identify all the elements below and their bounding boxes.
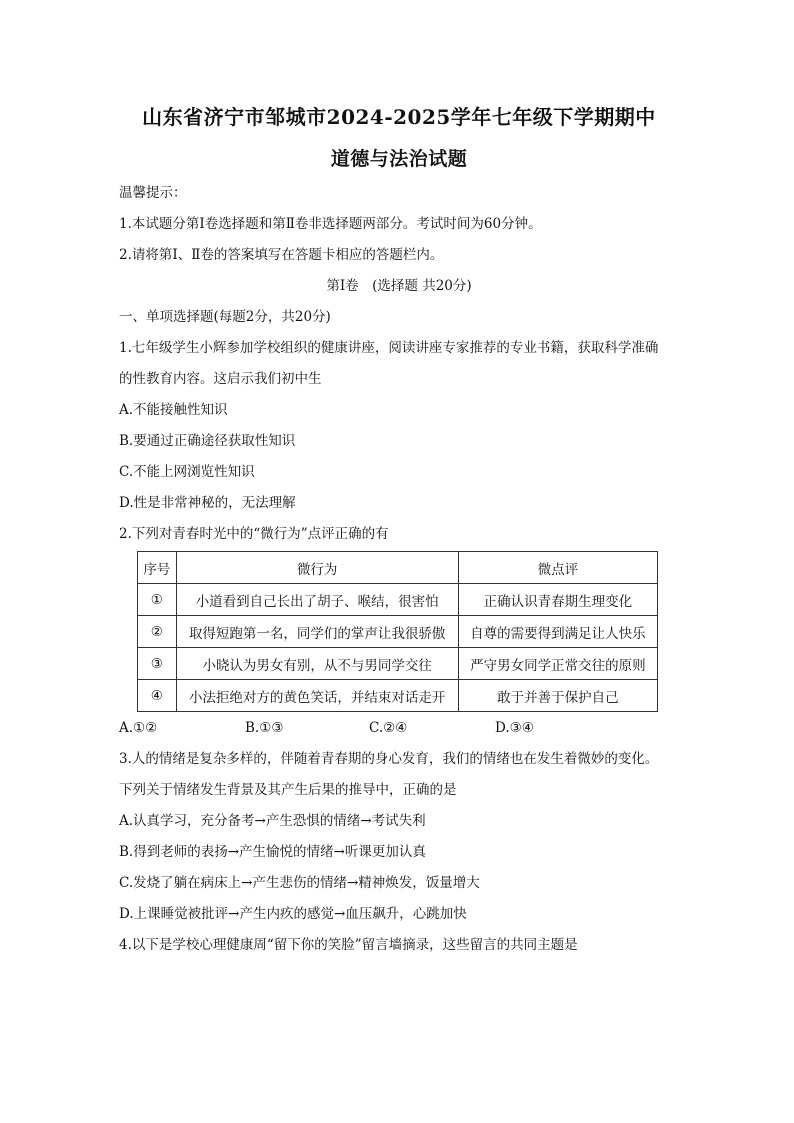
question-3-stem-cont: 下列关于情绪发生背景及其产生后果的推导中，正确的是 (119, 782, 457, 798)
table-cell: 小晓认为男女有别，从不与男同学交往 (176, 648, 458, 680)
table-row (138, 616, 658, 648)
exam-title-line2: 道德与法治试题 (330, 148, 468, 170)
question-1-stem: 1.七年级学生小辉参加学校组织的健康讲座，阅读讲座专家推荐的专业书籍，获取科学准确 (119, 340, 659, 356)
question-1-option-a: A.不能接触性知识 (119, 402, 228, 418)
table-cell: 小道看到自己长出了胡子、喉结，很害怕 (176, 584, 458, 616)
table-cell: ① (138, 584, 177, 616)
question-3-option-a: A.认真学习，充分备考→产生恐惧的情绪→考试失利 (119, 813, 426, 829)
question-1-option-b: B.要通过正确途径获取性知识 (119, 433, 296, 449)
table-row (138, 680, 658, 712)
tip-item: 2.请将第Ⅰ、Ⅱ卷的答案填写在答题卡相应的答题栏内。 (119, 247, 444, 263)
question-3-option-d: D.上课睡觉被批评→产生内疚的感觉→血压飙升，心跳加快 (119, 906, 467, 922)
table-cell: ④ (138, 680, 177, 712)
question-2-option-a: A.①② (119, 720, 158, 736)
question-2-stem: 2.下列对青春时光中的“微行为”点评正确的有 (119, 526, 389, 542)
exam-page (119, 100, 679, 961)
question-2-options (119, 713, 679, 744)
question-2-option-c: C.②④ (369, 720, 408, 736)
table-header-cell: 微点评 (458, 552, 657, 584)
question-2-option-d: D.③④ (495, 720, 534, 736)
table-cell: ② (138, 616, 177, 648)
question-3-option-c: C.发烧了躺在病床上→产生悲伤的情绪→精神焕发，饭量增大 (119, 875, 480, 891)
question-1-option-d: D.性是非常神秘的，无法理解 (119, 495, 296, 511)
table-header-cell: 微行为 (176, 552, 458, 584)
part-title: 一、单项选择题(每题2分，共20分) (119, 309, 331, 325)
question-1-stem-cont: 的性教育内容。这启示我们初中生 (119, 371, 322, 387)
exam-title-line1: 山东省济宁市邹城市2024-2025学年七年级下学期期中 (142, 105, 656, 129)
tips-label: 温馨提示： (119, 185, 187, 201)
table-header-row (138, 552, 658, 584)
table-cell: 小法拒绝对方的黄色笑话，并结束对话走开 (176, 680, 458, 712)
volume-title: 第Ⅰ卷 (选择题 共20分) (326, 278, 472, 294)
micro-behavior-table (137, 551, 658, 712)
table-cell: 敢于并善于保护自己 (458, 680, 657, 712)
question-3-stem: 3.人的情绪是复杂多样的，伴随着青春期的身心发育，我们的情绪也在发生着微妙的变化。 (119, 751, 659, 767)
table-row (138, 584, 658, 616)
question-3-option-b: B.得到老师的表扬→产生愉悦的情绪→听课更加认真 (119, 844, 426, 860)
table-cell: ③ (138, 648, 177, 680)
question-1-option-c: C.不能上网浏览性知识 (119, 464, 255, 480)
table-header-cell: 序号 (138, 552, 177, 584)
table-cell: 自尊的需要得到满足让人快乐 (458, 616, 657, 648)
question-4-stem: 4.以下是学校心理健康周“留下你的笑脸”留言墙摘录，这些留言的共同主题是 (119, 937, 578, 953)
question-2-option-b: B.①③ (245, 720, 284, 736)
table-cell: 严守男女同学正常交往的原则 (458, 648, 657, 680)
table-cell: 取得短跑第一名，同学们的掌声让我很骄傲 (176, 616, 458, 648)
table-row (138, 648, 658, 680)
table-cell: 正确认识青春期生理变化 (458, 584, 657, 616)
tip-item: 1.本试题分第Ⅰ卷选择题和第Ⅱ卷非选择题两部分。考试时间为60分钟。 (119, 216, 542, 232)
